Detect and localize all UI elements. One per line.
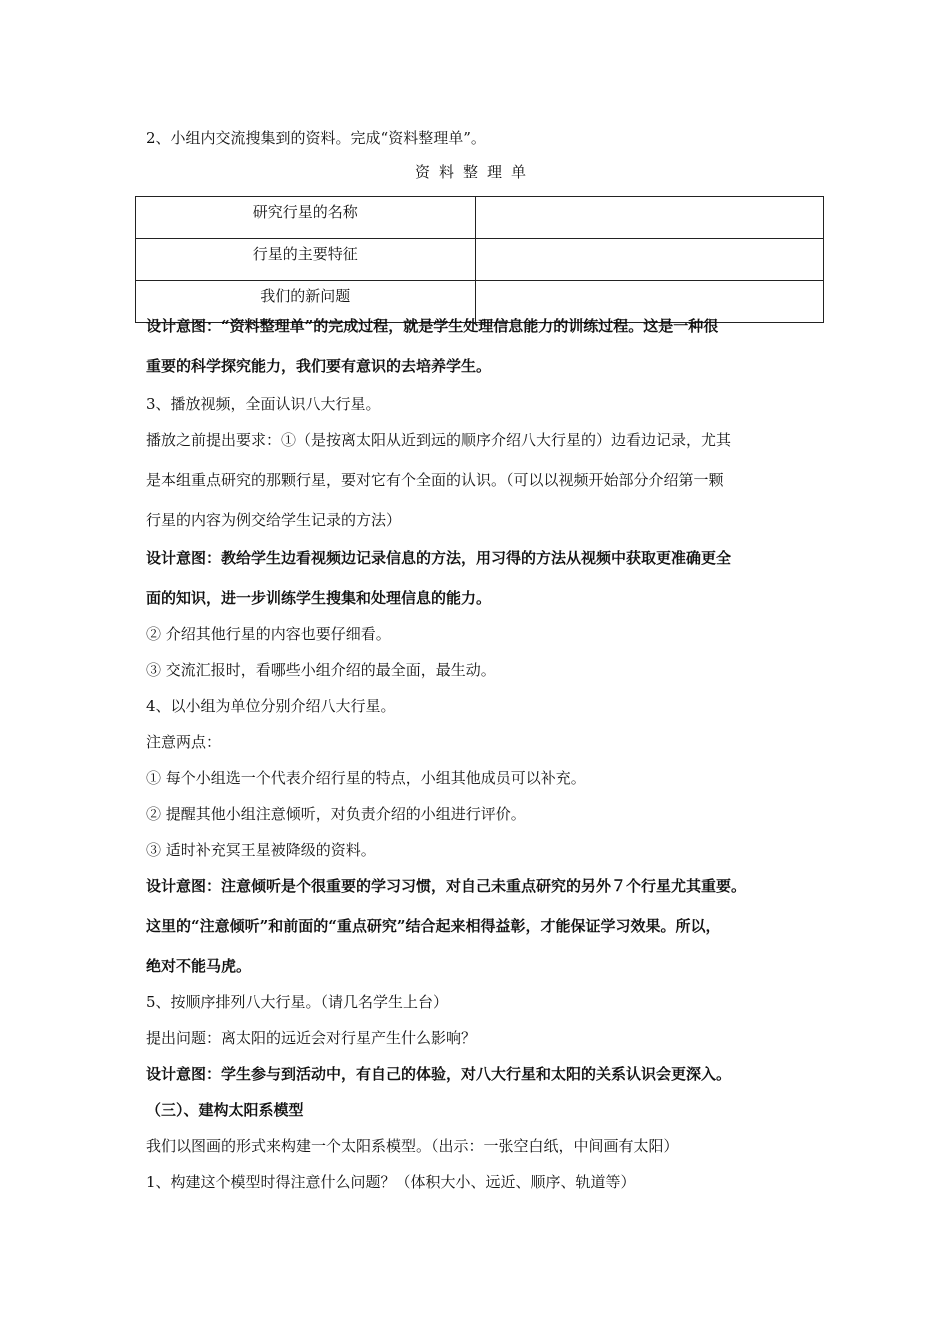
row-label-planet-features: 行星的主要特征: [136, 239, 476, 281]
two-notes-heading: 注意两点：: [146, 733, 222, 751]
model-intro-text: 我们以图画的形式来构建一个太阳系模型。（出示：一张空白纸，中间画有太阳）: [146, 1137, 679, 1155]
row-label-new-questions: 我们的新问题: [136, 281, 476, 323]
video-requirement-c: 行星的内容为例交给学生记录的方法）: [146, 511, 402, 529]
model-step-1-text: 1、构建这个模型时得注意什么问题？（体积大小、远近、顺序、轨道等）: [146, 1173, 636, 1191]
video-requirement-a: 播放之前提出要求：①（是按离太阳从近到远的顺序介绍八大行星的）边看边记录，尤其: [146, 431, 732, 449]
note-2-present: ② 提醒其他小组注意倾听，对负责介绍的小组进行评价。: [146, 805, 526, 823]
step-2-text: 2、小组内交流搜集到的资料。完成“资料整理单”。: [146, 129, 486, 147]
design-intent-2a: 设计意图：教给学生边看视频边记录信息的方法，用习得的方法从视频中获取更准确更全: [146, 549, 732, 567]
question-text: 提出问题：离太阳的远近会对行星产生什么影响？: [146, 1029, 477, 1047]
design-intent-1b: 重要的科学探究能力，我们要有意识的去培养学生。: [146, 357, 492, 375]
row-value-planet-features[interactable]: [475, 239, 823, 281]
design-intent-4: 设计意图：学生参与到活动中，有自己的体验，对八大行星和太阳的关系认识会更深入。: [146, 1065, 732, 1083]
table-row: [136, 197, 824, 239]
table-title: 资料整理单: [414, 163, 535, 181]
design-intent-2b: 面的知识，进一步训练学生搜集和处理信息的能力。: [146, 589, 492, 607]
table-row: [136, 239, 824, 281]
design-intent-3a: 设计意图：注意倾听是个很重要的学习习惯，对自己未重点研究的另外７个行星尤其重要。: [146, 877, 747, 895]
step-4-text: 4、以小组为单位分别介绍八大行星。: [146, 697, 396, 715]
note-1-present: ① 每个小组选一个代表介绍行星的特点，小组其他成员可以补充。: [146, 769, 586, 787]
note-2-video: ② 介绍其他行星的内容也要仔细看。: [146, 625, 391, 643]
note-3-video: ③ 交流汇报时，看哪些小组介绍的最全面，最生动。: [146, 661, 496, 679]
note-3-present: ③ 适时补充冥王星被降级的资料。: [146, 841, 376, 859]
step-3-text: 3、播放视频，全面认识八大行星。: [146, 395, 381, 413]
design-intent-3c: 绝对不能马虎。: [146, 957, 252, 975]
video-requirement-b: 是本组重点研究的那颗行星，要对它有个全面的认识。（可以以视频开始部分介绍第一颗: [146, 471, 724, 489]
info-sheet-table: [135, 196, 824, 323]
row-label-planet-name: 研究行星的名称: [136, 197, 476, 239]
design-intent-1a: 设计意图：“资料整理单”的完成过程，就是学生处理信息能力的训练过程。这是一种很: [146, 317, 719, 335]
step-5-text: 5、按顺序排列八大行星。（请几名学生上台）: [146, 993, 449, 1011]
row-value-planet-name[interactable]: [475, 197, 823, 239]
design-intent-3b: 这里的“注意倾听”和前面的“重点研究”结合起来相得益彰，才能保证学习效果。所以，: [146, 917, 721, 935]
section-heading-3: （三）、建构太阳系模型: [146, 1101, 304, 1119]
